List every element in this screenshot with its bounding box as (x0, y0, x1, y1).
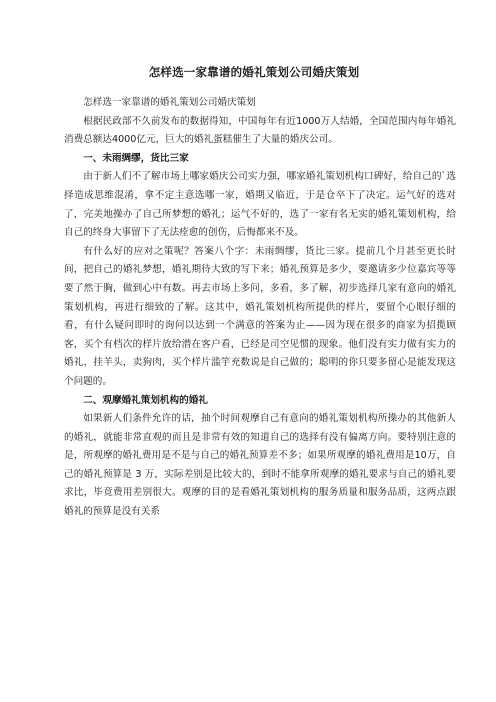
section-2-heading: 二、观摩婚礼策划机构的婚礼 (83, 394, 208, 406)
intro-paragraph: 根据民政部不久前发布的数据得知，中国每年有近1000万人结婚，全国范围内每年婚礼消费总额达4000亿元，巨大的婚礼蛋糕催生了大量的婚庆公司。 (64, 115, 456, 146)
section-1-heading: 一、未雨绸缪，货比三家 (83, 152, 189, 164)
section-1-paragraph-2: 有什么好的应对之策呢？答案八个字：未雨绸缪，货比三家。提前几个月甚至更长时间，把自己的婚礼梦想，婚礼期待大致的写下来；婚礼预算是多少，要邀请多少位嘉宾等等要了然于胸，做到心中有数。再去市场上多问，多看，多了解，初步选择几家有意向的婚礼策划机构，再进行细致的了解。这其中，婚礼策划机构所提供的样片，要留个心眼仔细的看，有什么疑问即时的询问以达到一个满意的答案为止——因为现在很多的商家为招揽顾客，买个有档次的样片放给潜在客户看，已经是司空见惯的现象。他们没有实力做有实力的婚礼，挂羊头，卖狗肉，买个样片滥竽充数说是自己做的；聪明的你只要多留心是能发现这个问题的。 (64, 245, 456, 387)
document-title: 怎样选一家靠谱的婚礼策划公司婚庆策划 (148, 65, 360, 79)
section-1-paragraph-1: 由于新人们不了解市场上哪家婚庆公司实力强，哪家婚礼策划机构口碑好，给自己的`选择造成思维混淆，拿不定主意选哪一家，婚期又临近，于是仓卒下了决定。运气好的选对了，完美地操办了自己所梦想的婚礼；运气不好的，选了一家有名无实的婚礼策划机构，给自己的终身大事留下了无法痊愈的创伤，后悔都来不及。 (64, 171, 456, 239)
document-body (64, 94, 456, 522)
section-2-paragraph-1: 如果新人们条件允许的话，抽个时间观摩自己有意向的婚礼策划机构所操办的其他新人的婚礼，就能非常直观的而且是非常有效的知道自己的选择有没有偏离方向。要特别注意的是，所观摩的婚礼费用是不是与自己的婚礼预算差不多；如果所观摩的婚礼费用是10万，自己的婚礼预算是 3 万，实际差别是比较大的，到时不能拿所观摩的婚礼要求与自己的婚礼要求比，毕竟费用差别很大。观摩的目的是看婚礼策划机构的服务质量和服务品质，这两点跟婚礼的预算是没有关系 (64, 413, 456, 518)
subtitle-paragraph: 怎样选一家靠谱的婚礼策划公司婚庆策划 (83, 97, 256, 108)
